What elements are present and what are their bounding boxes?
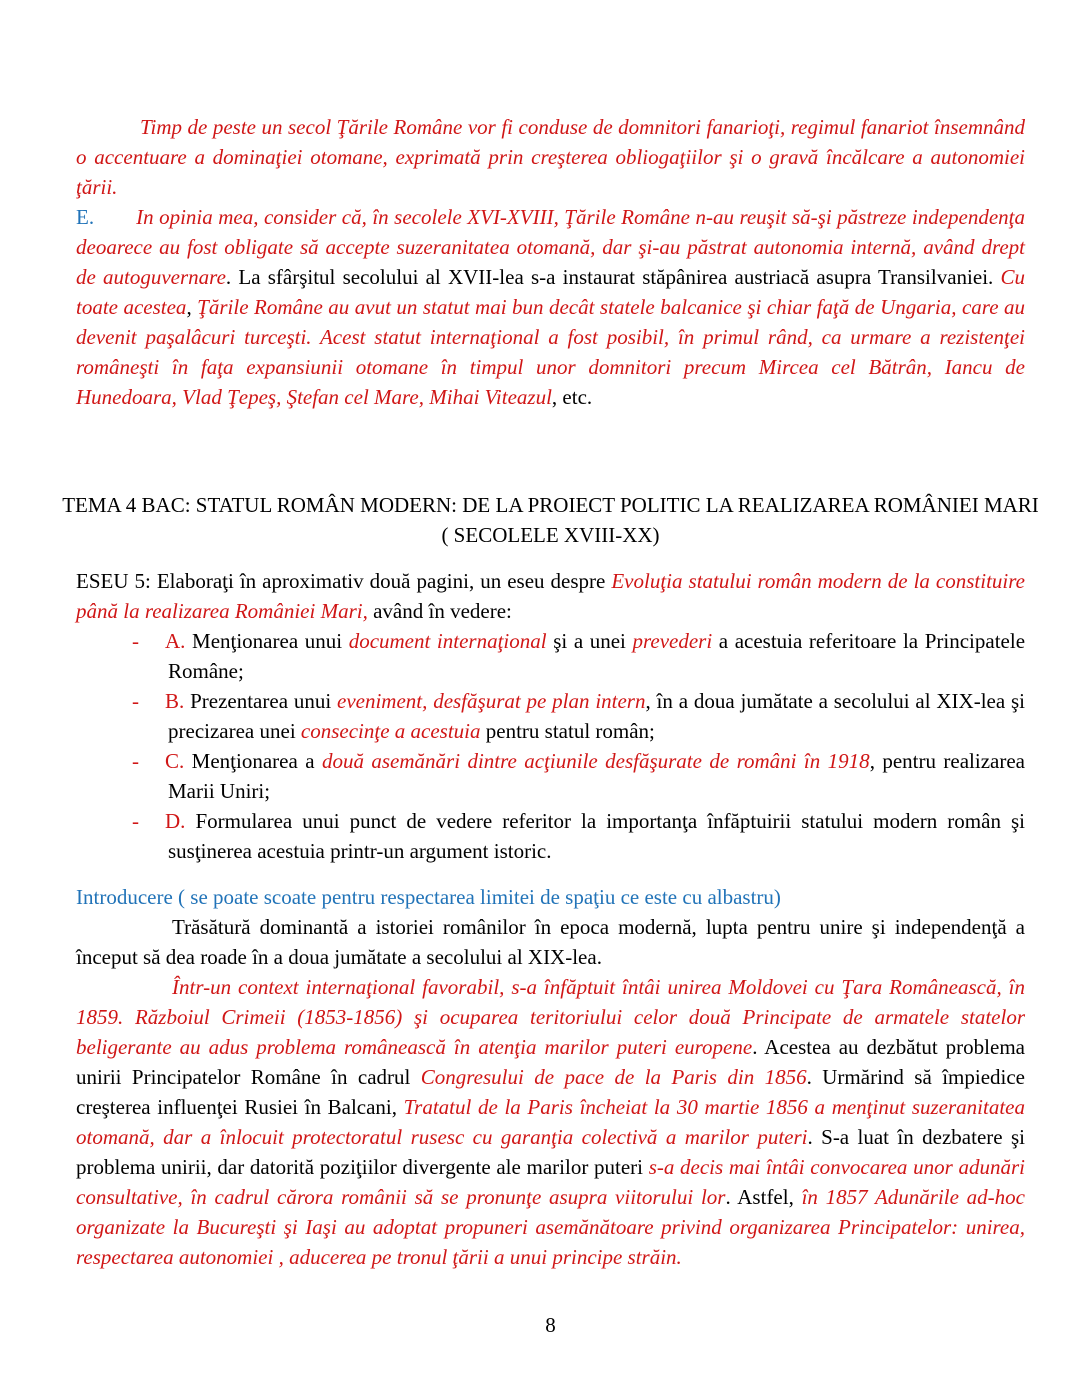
text-run: Ţările Române au avut un statut mai bun decât statele balcanice şi chiar faţă de Ungaria, care au devenit paşalâcuri turceşti. Acest statut internaţional a fost posibil, în primul rând, ca urmare a rezistenţei româneşti în faţa expansiunii otomane în timpul unor domnitori precum Mircea cel Bătrân, Iancu de Hunedoara, Vlad Ţepeş, Ştefan cel Mare, Mihai Viteazul [76,295,1025,409]
text-run: Congresului de pace de la Paris din 1856 [420,1065,807,1089]
heading-line-2: ( SECOLELE XVIII-XX) [441,523,660,547]
text-run: Cu toate acestea [76,265,1026,319]
text-run: prevederi [632,629,713,653]
text-run: E. [76,205,95,229]
text-run: s-a decis mai întâi convocarea unor adunări consultative, în cadrul cărora românii să se pronunţe asupra viitorului lor [76,1155,1025,1209]
text-run: Menţionarea unui [185,629,349,653]
text-run: Evoluţia statului român modern de la constituire până la realizarea României Mari, [76,569,1025,623]
heading-line-1: TEMA 4 BAC: STATUL ROMÂN MODERN: DE LA PROIECT POLITIC LA REALIZAREA ROMÂNIEI MARI [62,493,1039,517]
text-run: Menţionarea a [184,749,322,773]
text-run: - [132,809,139,833]
text-run: având în vedere: [367,599,512,623]
text-run: . Urmărind să împiedice creşterea influenţei Rusiei în Balcani, [76,1065,1026,1119]
text-run: pentru statul român; [480,719,655,743]
text-run: . S-a luat în dezbatere şi problema unirii, dar datorită poziţiilor divergente ale marilor puteri [76,1125,1025,1179]
text-run: , [186,295,198,319]
text-run: C. [165,749,185,773]
text-run: două asemănări dintre acţiunile desfăşurate de români în 1918 [321,749,870,773]
text-run: - [132,629,139,653]
text-run: In opinia mea, consider că, în secolele XVI-XVIII, Ţările Române n-au reuşit să-şi păstreze independenţa deoarece au fost obligate să accepte suzeranitatea otomană, dar şi-au păstrat autonomia internă, având drept de autoguvernare [76,205,1025,289]
text-run: . La sfârşitul secolului al XVII-lea s-a instaurat stăpânirea austriacă asupra Transilvaniei. [225,265,1001,289]
text-run: B. [165,689,185,713]
section-heading [26,490,1075,550]
text-run: , pentru realizarea Marii Uniri; [168,749,1025,803]
text-run: Formularea unui punct de vedere referitor la importanţa înfăptuirii statului modern român şi susţinerea acestuia printr-un argument istoric. [168,809,1025,863]
list-item-a [76,626,1025,686]
text-run: - [132,749,139,773]
page-number: 8 [545,1313,556,1337]
paragraph-context [76,972,1025,1272]
text-run: Într-un context internaţional favorabil, s-a înfăptuit întâi unirea Moldovei cu Ţara Românească, în 1859. Războiul Crimeii (1853-1856) şi ocuparea teritoriului celor două Principate de armatele statelor beligerante au adus problema românească în atenţia marilor puteri europene [76,975,1025,1059]
text-run: Timp de peste un secol Ţările Române vor fi conduse de domnitori fanarioţi, regimul fanariot însemnând o accentuare a dominaţiei otomane, exprimată prin creşterea obliogaţiilor şi o gravă încălcare a autonomiei ţării. [76,115,1025,199]
text-run: Trăsătură dominantă a istoriei românilor în epoca modernă, lupta pentru unire şi independenţă a început să dea roade în a doua jumătate a secolului al XIX-lea. [76,915,1025,969]
text-run: Introducere ( se poate scoate pentru respectarea limitei de spaţiu ce este cu albastru) [76,885,781,909]
text-run: - [132,689,139,713]
text-run: . Acestea au dezbătut problema unirii Principatelor Române în cadrul [76,1035,1025,1089]
text-run: Prezentarea unui [184,689,337,713]
text-run: consecinţe a acestuia [300,719,481,743]
text-run: în 1857 Adunările ad-hoc organizate la Bucureşti şi Iaşi au adoptat propuneri asemănătoare privind organizarea Principatelor: unirea, respectarea autonomiei , aducerea pe tronul ţării a unui principe străin. [76,1185,1025,1269]
text-run: ESEU 5: Elaboraţi în aproximativ două pagini, un eseu despre [76,569,612,593]
list-item-d [76,806,1025,866]
list-item-c [76,746,1025,806]
text-run: Tratatul de la Paris încheiat la 30 martie 1856 a menţinut suzeranitatea otomană, dar a înlocuit protectoratul rusesc cu garanţia colectivă a marilor puteri [76,1095,1025,1149]
introducere-note [76,882,1025,912]
text-run: . Astfel, [725,1185,802,1209]
paragraph-opinion [76,202,1025,412]
text-run: document internaţional [348,629,547,653]
list-item-b [76,686,1025,746]
text-run: şi a unei [546,629,633,653]
text-run: , etc. [551,385,593,409]
text-run: , în a doua jumătate a secolului al XIX-lea şi precizarea unei [168,689,1025,743]
paragraph-eseu5 [76,566,1025,626]
text-run: eveniment, desfăşurat pe plan intern [337,689,646,713]
text-run: a acestuia referitoare la Principatele Române; [168,629,1026,683]
text-run: A. [165,629,186,653]
requirements-list [76,626,1025,866]
text-run: D. [165,809,186,833]
paragraph-fanariot [76,112,1025,202]
paragraph-trasatura [76,912,1025,972]
